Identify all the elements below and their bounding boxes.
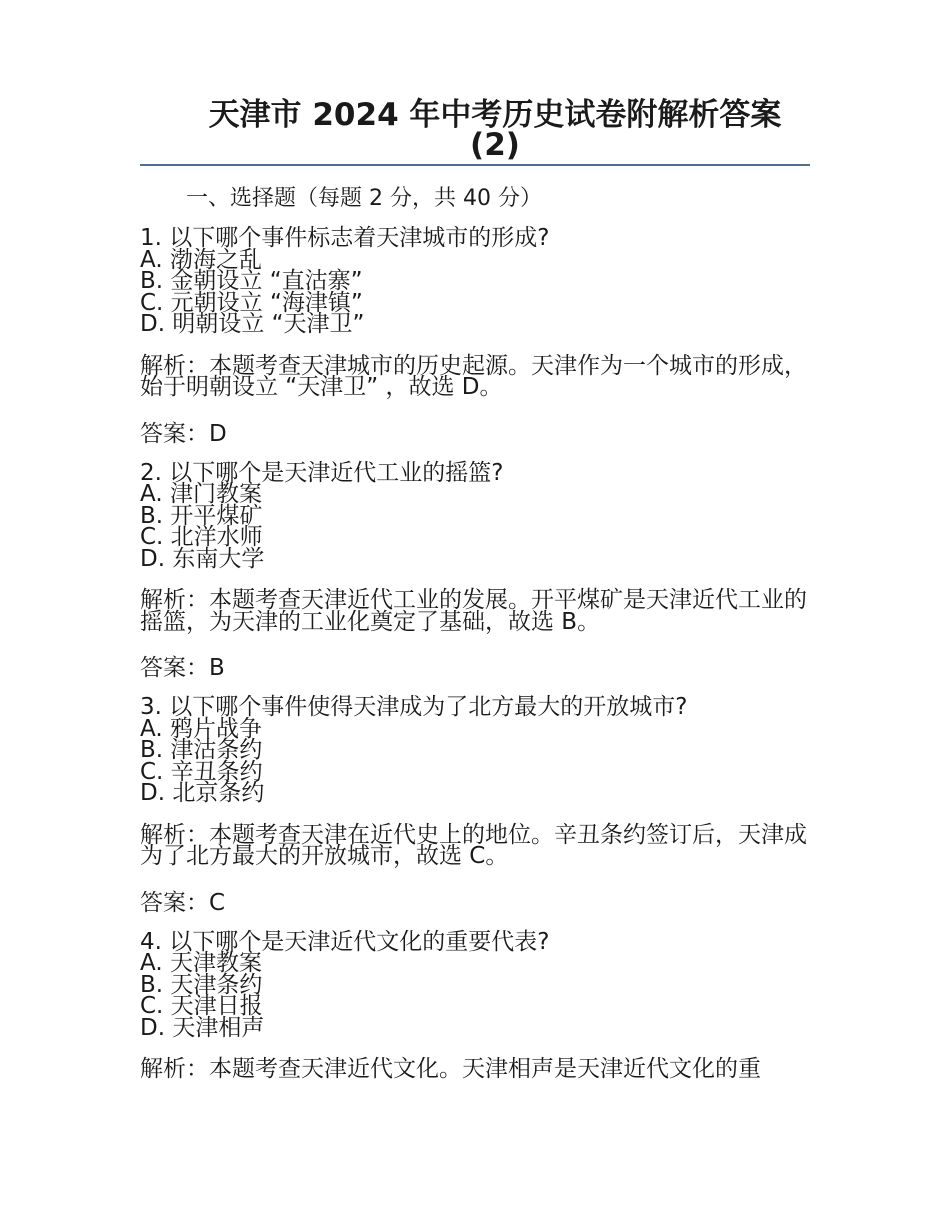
option-a: A. 鸦片战争 [140,715,262,742]
title-divider [140,164,810,166]
option-d: D. 天津相声 [140,1014,265,1041]
answer-text: 答案：D [140,420,227,447]
option-c: C. 辛丑条约 [140,758,263,785]
question-block [140,225,810,337]
option-d: D. 明朝设立 “天津卫” [140,311,365,337]
analysis-text: 解析：本题考查天津在近代史上的地位。辛丑条约签订后，天津成为了北方最大的开放城市，故选 C。 [140,821,807,869]
title-line-1: 天津市 2024 年中考历史试卷附解析答案 [208,97,782,133]
question-stem: 3. 以下哪个事件使得天津成为了北方最大的开放城市? [140,694,688,720]
analysis-text: 解析：本题考查天津近代工业的发展。开平煤矿是天津近代工业的摇篮，为天津的工业化奠定了基础，故选 B。 [140,587,807,635]
question-block [140,694,810,806]
option-a: A. 天津教案 [140,950,262,976]
option-c: C. 天津日报 [140,993,263,1019]
question-stem: 1. 以下哪个事件标志着天津城市的形成? [140,225,550,251]
option-a: A. 津门教案 [140,481,262,507]
option-b: B. 开平煤矿 [140,502,263,529]
analysis-text: 解析：本题考查天津近代文化。天津相声是天津近代文化的重 [140,1056,761,1082]
answer-text: 答案：C [140,889,226,916]
section-heading: 一、选择题（每题 2 分，共 40 分） [186,186,542,211]
option-b: B. 天津条约 [140,971,263,998]
question-stem: 4. 以下哪个是天津近代文化的重要代表? [140,928,550,955]
option-b: B. 津沽条约 [140,737,263,763]
option-a: A. 渤海之乱 [140,246,262,273]
option-d: D. 东南大学 [140,545,265,572]
question-stem: 2. 以下哪个是天津近代工业的摇篮? [140,459,504,486]
option-c: C. 北洋水师 [140,524,263,550]
option-b: B. 金朝设立 “直沽寨” [140,268,363,294]
title-line-2: (2) [470,127,520,163]
analysis-text: 解析：本题考查天津城市的历史起源。天津作为一个城市的形成，始于明朝设立 “天津卫” ，故选 D。 [140,352,807,400]
option-c: C. 元朝设立 “海津镇” [140,289,363,316]
answer-text: 答案：B [140,655,225,681]
document-page [140,97,810,1082]
question-block [140,928,810,1041]
question-block [140,459,810,572]
page-title [140,97,810,163]
option-d: D. 北京条约 [140,780,265,806]
